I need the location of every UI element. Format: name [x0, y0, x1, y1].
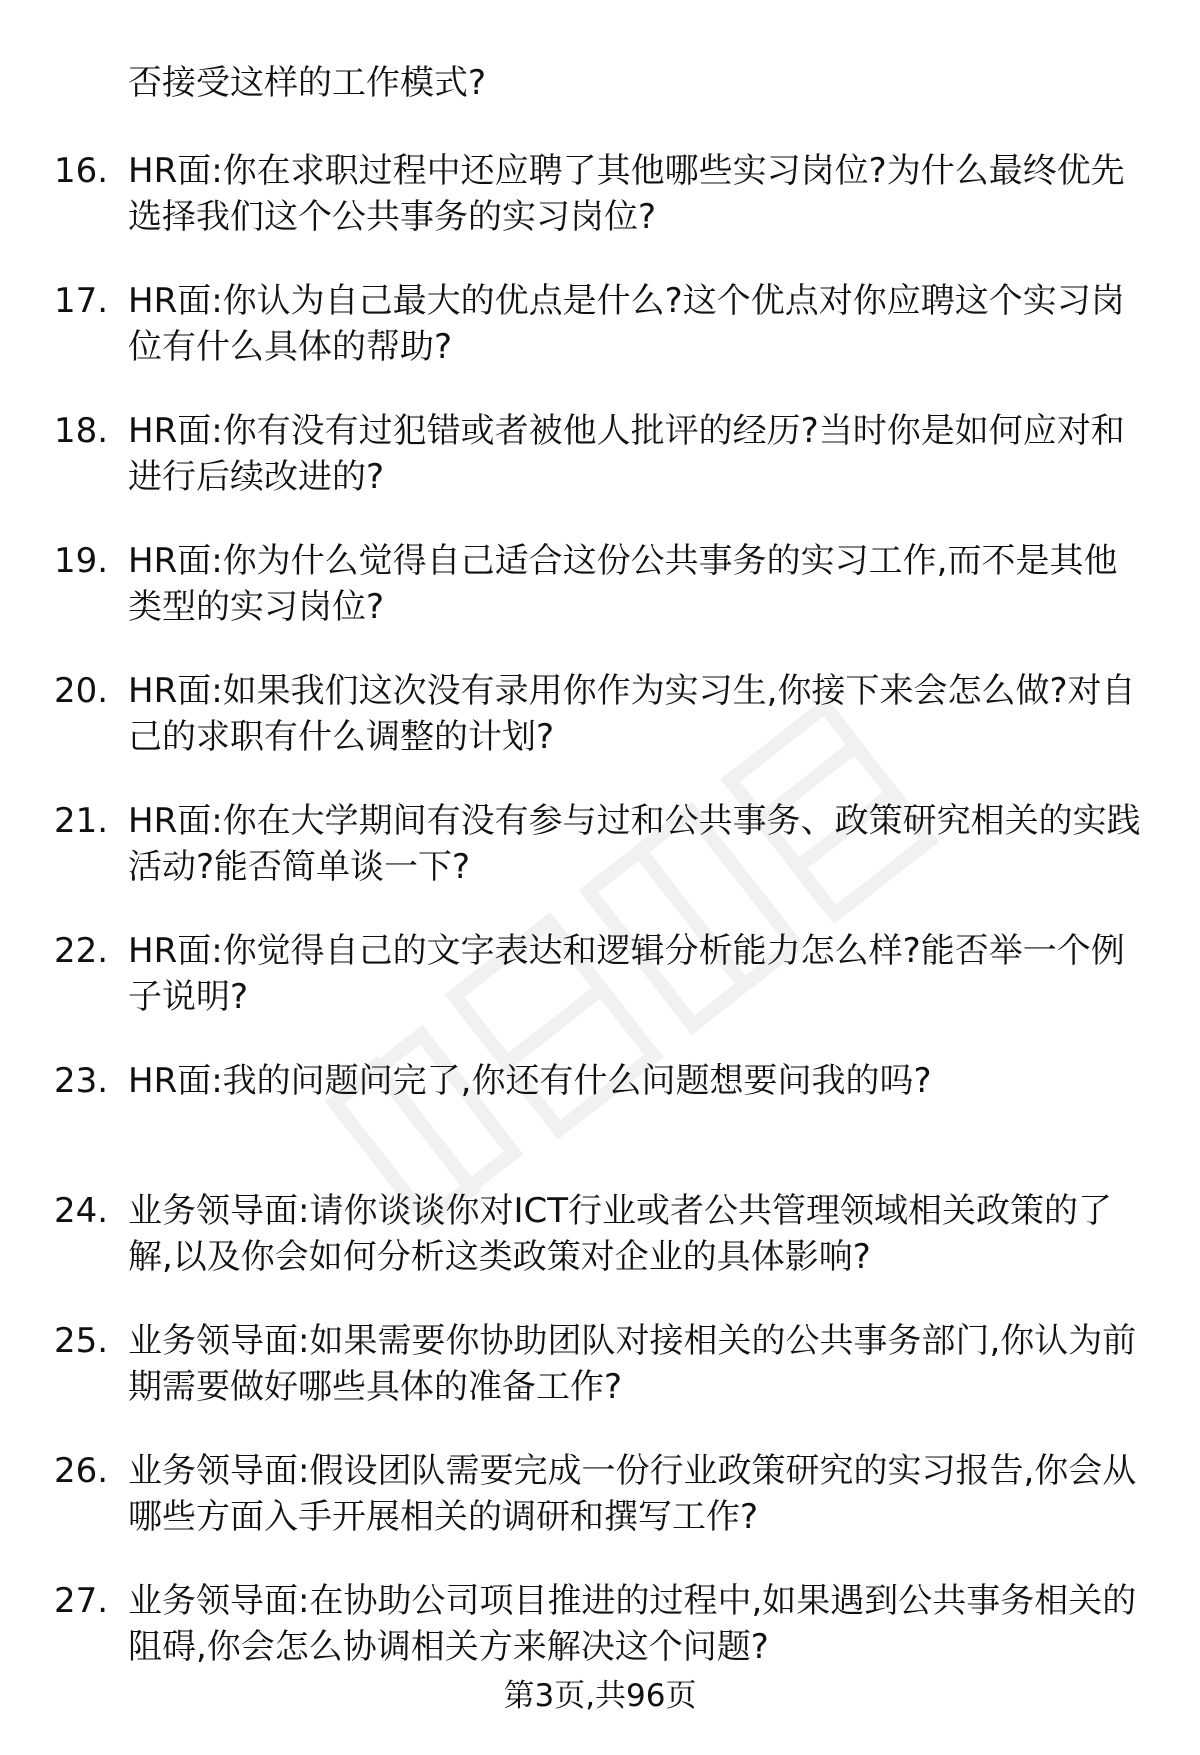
question-text: HR面:你在大学期间有没有参与过和公共事务、政策研究相关的实践活动?能否简单谈一下? — [128, 801, 1141, 887]
question-item — [0, 658, 1200, 788]
question-list — [0, 138, 1200, 1698]
page-number-footer: 第3页,共96页 — [503, 1678, 697, 1714]
question-number: 17. — [54, 281, 109, 321]
question-number: 24. — [54, 1191, 109, 1231]
question-text: HR面:你觉得自己的文字表达和逻辑分析能力怎么样?能否举一个例子说明? — [128, 931, 1125, 1017]
question-number: 21. — [54, 801, 109, 841]
question-number: 20. — [54, 671, 109, 711]
question-text: HR面:你为什么觉得自己适合这份公共事务的实习工作,而不是其他类型的实习岗位? — [128, 541, 1118, 627]
question-text: 业务领导面:如果需要你协助团队对接相关的公共事务部门,你认为前期需要做好哪些具体的准备工作? — [128, 1321, 1137, 1407]
question-item — [0, 528, 1200, 658]
question-item — [0, 1178, 1200, 1308]
question-number: 27. — [54, 1581, 109, 1621]
question-text: HR面:我的问题问完了,你还有什么问题想要问我的吗? — [128, 1061, 932, 1101]
question-text: 业务领导面:请你谈谈你对ICT行业或者公共管理领域相关政策的了解,以及你会如何分析这类政策对企业的具体影响? — [128, 1191, 1112, 1277]
question-text: 业务领导面:在协助公司项目推进的过程中,如果遇到公共事务相关的阻碍,你会怎么协调相关方来解决这个问题? — [128, 1581, 1137, 1667]
question-item — [0, 1308, 1200, 1438]
question-number: 22. — [54, 931, 109, 971]
question-number: 18. — [54, 411, 109, 451]
question-item — [0, 1438, 1200, 1568]
question-number: 16. — [54, 151, 109, 191]
question-item — [0, 918, 1200, 1048]
question-text: HR面:你认为自己最大的优点是什么?这个优点对你应聘这个实习岗位有什么具体的帮助? — [128, 281, 1125, 367]
question-text: 业务领导面:假设团队需要完成一份行业政策研究的实习报告,你会从哪些方面入手开展相关的调研和撰写工作? — [128, 1451, 1137, 1537]
question-number: 25. — [54, 1321, 109, 1361]
question-number: 26. — [54, 1451, 109, 1491]
question-text: HR面:你有没有过犯错或者被他人批评的经历?当时你是如何应对和进行后续改进的? — [128, 411, 1125, 497]
question-item — [0, 398, 1200, 528]
question-item — [0, 268, 1200, 398]
question-number: 19. — [54, 541, 109, 581]
question-text: HR面:如果我们这次没有录用你作为实习生,你接下来会怎么做?对自己的求职有什么调整的计划? — [128, 671, 1136, 757]
question-number: 23. — [54, 1061, 109, 1101]
question-text: HR面:你在求职过程中还应聘了其他哪些实习岗位?为什么最终优先选择我们这个公共事务的实习岗位? — [128, 151, 1125, 237]
continued-question-text: 否接受这样的工作模式? — [128, 63, 487, 103]
question-item — [0, 788, 1200, 918]
question-item — [0, 138, 1200, 268]
question-item — [0, 1048, 1200, 1178]
